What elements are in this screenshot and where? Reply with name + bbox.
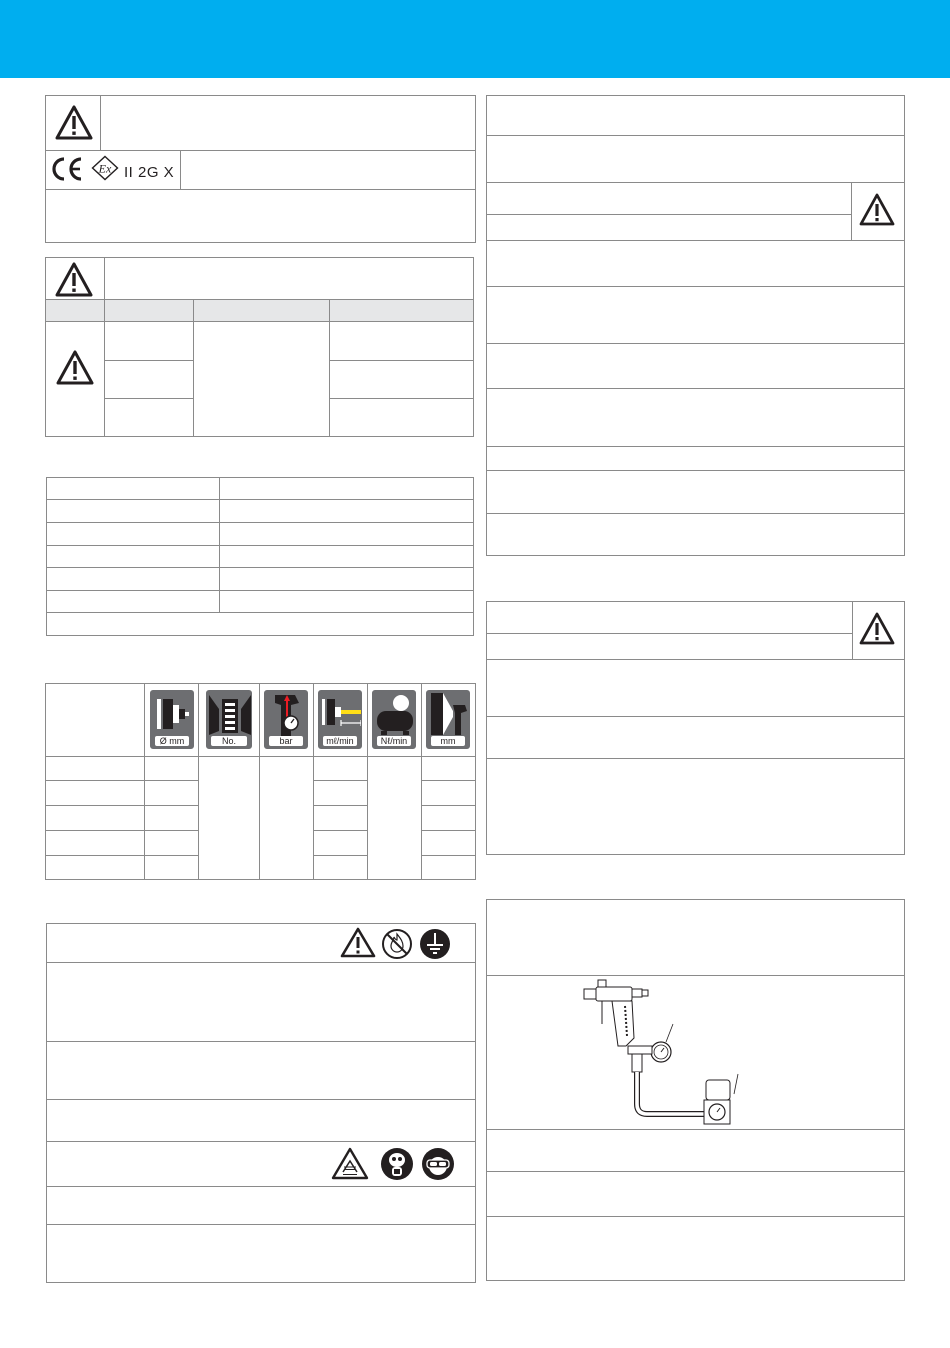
air-pressure-icon — [264, 690, 308, 749]
divider — [421, 855, 476, 856]
ex-atex-icon — [91, 155, 119, 181]
divider — [329, 299, 330, 437]
warning-triangle-icon — [56, 350, 94, 386]
instructions-box-2 — [486, 601, 905, 855]
nozzle-size-label: Ø mm — [155, 736, 189, 746]
divider — [45, 805, 199, 806]
divider — [486, 135, 905, 136]
divider — [45, 189, 476, 190]
divider — [180, 150, 181, 189]
air-pressure-label: bar — [269, 736, 303, 746]
air-consumption-label: Nℓ/min — [377, 736, 411, 746]
air-cap-number-label: No. — [211, 736, 247, 746]
divider — [486, 343, 905, 344]
divider — [486, 758, 905, 759]
ce-mark-icon — [50, 156, 84, 182]
fluid-output-label: mℓ/min — [323, 736, 357, 746]
divider — [45, 855, 199, 856]
divider — [486, 633, 852, 634]
divider — [46, 1141, 476, 1142]
atex-marking-text: II 2G X — [124, 164, 175, 181]
divider — [329, 398, 474, 399]
divider — [313, 805, 367, 806]
divider — [104, 360, 193, 361]
divider — [104, 257, 105, 299]
air-cap-number-icon — [206, 690, 252, 749]
divider — [486, 716, 905, 717]
divider — [486, 214, 851, 215]
divider — [46, 962, 476, 963]
divider — [486, 513, 905, 514]
warning-table — [45, 257, 474, 437]
divider — [486, 446, 905, 447]
divider — [313, 855, 367, 856]
earth-ground-icon — [419, 928, 451, 960]
divider — [852, 601, 853, 659]
divider — [486, 286, 905, 287]
divider — [486, 182, 905, 183]
divider — [193, 299, 194, 437]
table-header-row — [46, 299, 473, 322]
svg-text:Ex: Ex — [98, 161, 112, 176]
divider — [46, 545, 474, 546]
divider — [313, 830, 367, 831]
spray-gun-hose-diagram-icon — [578, 976, 748, 1128]
respirator-mask-icon — [380, 1147, 414, 1181]
divider — [486, 659, 905, 660]
divider — [46, 1186, 476, 1187]
ventilation-warning-icon — [331, 1147, 369, 1181]
divider — [46, 499, 474, 500]
divider — [144, 683, 145, 880]
air-consumption-icon — [372, 690, 416, 749]
divider — [421, 830, 476, 831]
divider — [45, 150, 476, 151]
divider — [486, 388, 905, 389]
warning-triangle-icon — [340, 927, 376, 959]
warning-triangle-icon — [55, 262, 93, 298]
divider — [851, 182, 852, 240]
divider — [486, 470, 905, 471]
nozzle-size-icon — [150, 690, 194, 749]
warning-triangle-icon — [859, 612, 895, 646]
fluid-output-icon — [318, 690, 362, 749]
divider — [486, 1216, 905, 1217]
divider — [46, 590, 474, 591]
divider — [367, 683, 368, 880]
divider — [329, 360, 474, 361]
divider — [421, 805, 476, 806]
spray-pattern-label: mm — [431, 736, 465, 746]
divider — [45, 780, 199, 781]
divider — [104, 299, 105, 437]
divider — [198, 683, 199, 880]
divider — [46, 1041, 476, 1042]
divider — [313, 683, 314, 880]
divider — [421, 780, 476, 781]
divider — [421, 683, 422, 880]
divider — [46, 522, 474, 523]
divider — [259, 683, 260, 880]
warning-triangle-icon — [859, 193, 895, 227]
safety-instructions-box — [46, 923, 476, 1283]
divider — [46, 1099, 476, 1100]
divider — [46, 1224, 476, 1225]
divider — [46, 567, 474, 568]
no-open-flame-icon — [381, 928, 413, 960]
divider — [46, 612, 474, 613]
warning-triangle-icon — [55, 105, 93, 141]
spray-pattern-icon — [426, 690, 470, 749]
divider — [486, 240, 905, 241]
divider — [104, 398, 193, 399]
instructions-box-1 — [486, 95, 905, 556]
divider — [45, 756, 476, 757]
header-banner — [0, 0, 950, 78]
divider — [313, 780, 367, 781]
safety-goggles-icon — [421, 1147, 455, 1181]
divider — [100, 95, 101, 150]
divider — [45, 830, 199, 831]
divider — [486, 1129, 905, 1130]
divider — [486, 1171, 905, 1172]
